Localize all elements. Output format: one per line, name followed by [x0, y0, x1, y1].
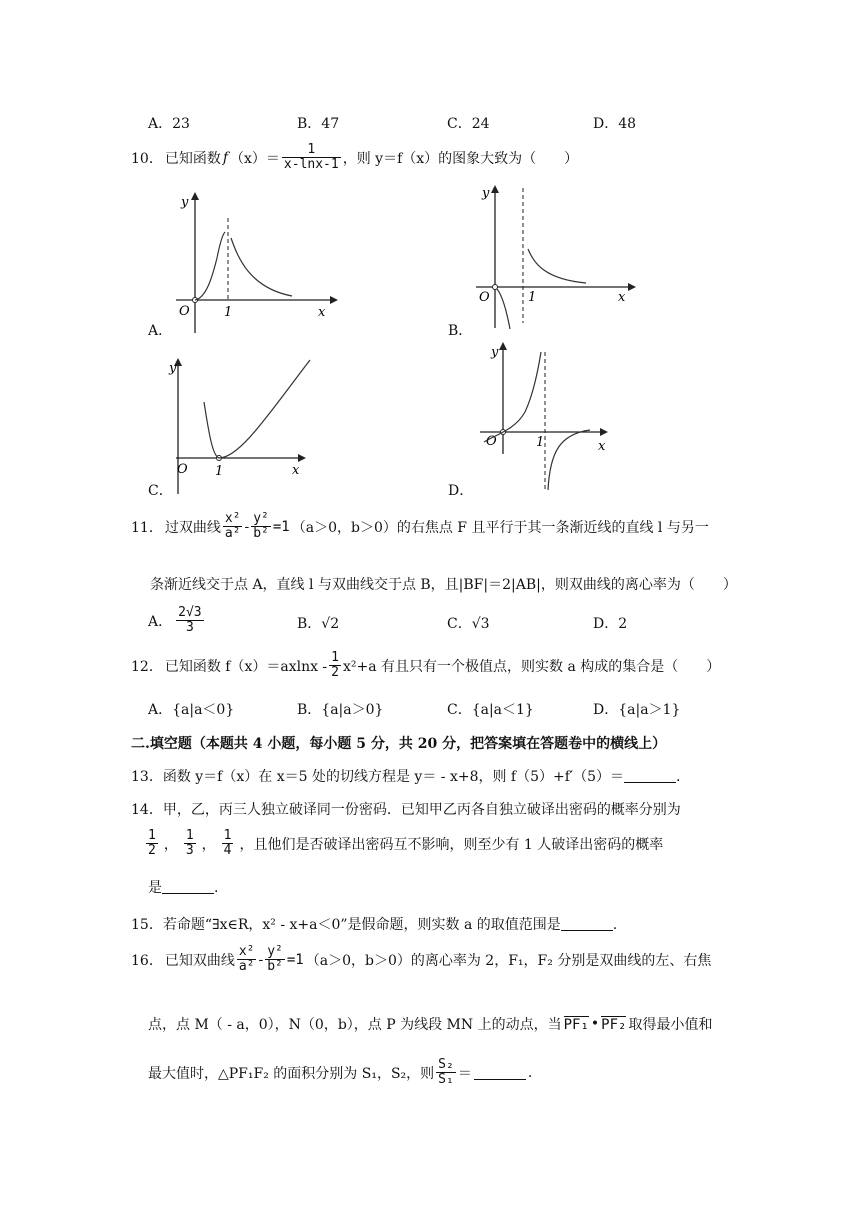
frac-num: 1	[223, 828, 232, 843]
q12-option-a: A．{a|a＜0}	[148, 702, 235, 718]
tick-label: 1	[224, 305, 233, 320]
y-label: y	[491, 345, 499, 360]
tick-label: 1	[528, 290, 537, 305]
vector-pf1: PF₁	[563, 1016, 589, 1033]
q14-line3	[148, 877, 218, 897]
q14-line2	[146, 829, 663, 859]
q11-frac-x	[223, 512, 243, 542]
frac-den: a²	[224, 526, 241, 542]
q12-number: 12．	[131, 658, 163, 675]
q10-option-a-label: A．	[148, 323, 173, 339]
origin-label: O	[486, 434, 497, 449]
q15-end: .	[612, 917, 618, 933]
answer-blank	[624, 768, 676, 783]
answer-blank	[162, 879, 214, 894]
q12-option-d: D．{a|a＞1}	[593, 702, 681, 718]
q11-stem-c: 条渐近线交于点 A，直线 l 与双曲线交于点 B，且|BF|＝2|AB|，则双曲线的离心率为（ ）	[150, 577, 737, 593]
q10-frac-num: 1	[282, 143, 341, 158]
origin-label: O	[479, 290, 490, 305]
frac-den: 2	[148, 843, 156, 859]
q12-stem-a: 已知函数 f（x）＝axlnx -	[164, 658, 328, 675]
q12-stem-b: x²+a 有且只有一个极值点，则实数 a 构成的集合是（ ）	[343, 658, 721, 675]
q9-option-a: A．23	[148, 116, 190, 132]
eq: =1	[272, 518, 290, 535]
q10-frac-den: x-lnx-1	[283, 157, 339, 173]
q14-frac-1	[146, 829, 158, 859]
answer-blank	[561, 916, 613, 931]
q10-stem-b: ，则 y＝f（x）的图象大致为（ ）	[342, 150, 579, 167]
q14-frac-2	[184, 829, 196, 859]
comma: ，	[201, 836, 216, 853]
y-label: y	[169, 361, 177, 376]
x-label: x	[318, 305, 326, 320]
q11-opt-a-frac	[176, 606, 203, 636]
q10-graph-b	[470, 183, 640, 331]
tick-label: 1	[215, 464, 224, 479]
frac-den: 3	[185, 843, 194, 859]
q11-option-c: C．√3	[447, 616, 490, 632]
eq: =1	[286, 951, 304, 968]
q11-option-b: B．√2	[297, 616, 340, 632]
frac-den: S₁	[438, 1072, 454, 1088]
q9-option-c: C．24	[447, 116, 490, 132]
frac-den: 4	[223, 843, 232, 859]
frac-den: a²	[238, 959, 255, 975]
q10-x-paren: （x）＝	[230, 150, 280, 167]
minus: -	[244, 518, 250, 535]
q11-option-d: D．2	[593, 616, 628, 632]
q13	[131, 766, 680, 786]
q10-graph-d	[470, 342, 640, 497]
frac-den: 2	[331, 665, 339, 681]
frac-num: 1	[185, 828, 194, 843]
q16-frac-x	[237, 945, 257, 975]
y-label: y	[181, 195, 189, 210]
q9-option-d: D．48	[593, 116, 637, 132]
q10-graph-c	[170, 352, 340, 497]
q16-line2	[148, 1014, 712, 1034]
q13-end: .	[676, 769, 681, 785]
q14-line3a: 是	[148, 880, 162, 896]
frac-den: b²	[253, 526, 269, 542]
comma: ，	[163, 836, 178, 853]
q14-line1: 14．甲，乙，丙三人独立破译同一份密码．已知甲乙丙各自独立破译出密码的概率分别为	[131, 802, 681, 818]
q14-line2-text: ，且他们是否破译出密码互不影响，则至少有 1 人破译出密码的概率	[239, 836, 664, 853]
q10-stem-a: 已知函数	[164, 150, 221, 167]
q16-ratio	[436, 1058, 456, 1088]
q16-stem-b: （a＞0，b＞0）的离心率为 2，F₁，F₂ 分别是双曲线的左、右焦	[305, 952, 712, 969]
origin-label: O	[177, 462, 188, 477]
q10-graph-a	[170, 188, 340, 336]
frac-num: y²	[267, 944, 283, 959]
x-label: x	[598, 439, 606, 454]
frac-num: x²	[224, 511, 241, 526]
q12-option-b: B．{a|a＞0}	[297, 702, 384, 718]
tick-label: 1	[536, 435, 545, 450]
q10-number: 10．	[131, 150, 163, 167]
q10-fraction	[282, 143, 341, 173]
q16-frac-y	[265, 945, 285, 975]
frac-num: 1	[331, 650, 339, 665]
q16-line2b: 取得最小值和	[628, 1017, 713, 1033]
q15-text: 15．若命题“∃x∈R，x² - x+a＜0”是假命题，则实数 a 的取值范围是	[131, 917, 561, 933]
q10-f: f	[222, 149, 229, 166]
frac-den: b²	[267, 959, 283, 975]
frac-num: 1	[148, 828, 156, 843]
q11-stem	[131, 512, 709, 542]
origin-label: O	[179, 304, 190, 319]
q11-stem-b: （a＞0，b＞0）的右焦点 F 且平行于其一条渐近线的直线 l 与另一	[291, 519, 709, 536]
frac-num: S₂	[438, 1057, 454, 1072]
section2-heading: 二.填空题（本题共 4 小题，每小题 5 分，共 20 分，把答案填在答题卷中的横线上）	[131, 736, 667, 752]
q16-line3c: .	[527, 1064, 533, 1081]
q12-half	[329, 651, 341, 681]
q11-number: 11．	[131, 519, 163, 536]
q11-frac-y	[251, 512, 271, 542]
frac-num: 2√3	[178, 605, 202, 620]
q10-stem	[131, 143, 578, 173]
q11-option-a	[148, 606, 204, 636]
q16-line3	[148, 1058, 532, 1088]
q11-stem-a: 过双曲线	[164, 519, 221, 536]
q12-stem	[131, 651, 720, 681]
label: A．	[148, 613, 173, 630]
q15	[131, 914, 617, 934]
q16-stem-a: 已知双曲线	[164, 952, 235, 969]
q14-frac-3	[222, 829, 234, 859]
q9-option-b: B．47	[297, 116, 340, 132]
x-label: x	[618, 290, 626, 305]
frac-den: 3	[185, 620, 194, 636]
q12-option-c: C．{a|a＜1}	[447, 702, 534, 718]
minus: -	[258, 951, 264, 968]
y-label: y	[482, 186, 490, 201]
q14-line3b: .	[214, 880, 219, 896]
vector-pf2: PF₂	[601, 1016, 627, 1033]
q10-option-b-label: B．	[448, 323, 473, 339]
q16-number: 16．	[131, 952, 163, 969]
q16-stem	[131, 945, 711, 975]
answer-blank	[474, 1065, 526, 1080]
q10-option-d-label: D．	[448, 483, 474, 499]
frac-num: x²	[238, 944, 255, 959]
q16-line2a: 点，点 M（ - a，0），N（0，b），点 P 为线段 MN 上的动点，当	[148, 1017, 562, 1033]
q16-line3b: ＝	[457, 1065, 472, 1082]
dot: •	[590, 1016, 600, 1032]
q10-option-c-label: C．	[148, 483, 173, 499]
q13-text: 13．函数 y＝f（x）在 x＝5 处的切线方程是 y＝ - x+8，则 f（5）+f′（5）＝	[131, 769, 625, 785]
frac-num: y²	[253, 511, 269, 526]
x-label: x	[292, 463, 300, 478]
q16-line3a: 最大值时，△PF₁F₂ 的面积分别为 S₁，S₂，则	[148, 1065, 435, 1082]
